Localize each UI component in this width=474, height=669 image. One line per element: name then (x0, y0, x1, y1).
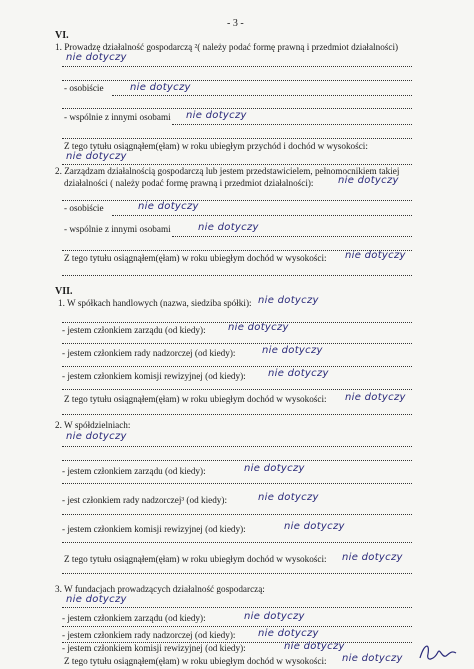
handwritten-answer: nie dotyczy (66, 52, 127, 63)
s7-item3-text: 3. W fundacjach prowadzących działalność gospodarczą: (55, 584, 265, 594)
handwritten-answer: nie dotyczy (284, 521, 345, 532)
handwritten-answer: nie dotyczy (262, 345, 323, 356)
handwritten-answer: nie dotyczy (268, 368, 329, 379)
dotted-line (62, 138, 412, 139)
s7-item2-text: 2. W spółdzielniach: (55, 420, 131, 430)
dotted-line (62, 80, 412, 81)
s6-income1-text: Z tego tytułu osiągnąłem(ęłam) w roku ubiegłym przychód i dochód w wysokości: (64, 141, 368, 151)
dotted-line (62, 343, 412, 344)
dotted-line (112, 95, 412, 96)
handwritten-answer: nie dotyczy (186, 110, 247, 121)
handwritten-answer: nie dotyczy (284, 641, 345, 652)
dotted-line (62, 573, 412, 574)
dotted-line (62, 366, 412, 367)
dotted-line (62, 514, 412, 515)
dotted-line (112, 215, 412, 216)
handwritten-answer: nie dotyczy (258, 492, 319, 503)
s7-rada2-label: - jest członkiem rady nadzorczej³ (od kiedy): (62, 495, 227, 505)
section-vii-heading: VII. (55, 286, 73, 297)
dotted-line (62, 164, 412, 165)
s6-osobiscie2-label: - osobiście (64, 203, 104, 213)
handwritten-answer: nie dotyczy (258, 295, 319, 306)
handwritten-answer: nie dotyczy (66, 431, 127, 442)
s7-zarzad-label: - jestem członkiem zarządu (od kiedy): (62, 325, 206, 335)
s7-zarzad3-label: - jestem członkiem zarządu (od kiedy): (62, 613, 206, 623)
s7-komisja-label: - jestem członkiem komisji rewizyjnej (od kiedy): (62, 371, 246, 381)
dotted-line (62, 626, 412, 627)
s7-income3-text: Z tego tytułu osiągnąłem(ęłam) w roku ubiegłym dochód w wysokości: (64, 656, 327, 666)
s6-item2-line2: działalności ( należy podać formę prawną i przedmiot działalności): (64, 178, 314, 188)
handwritten-answer: nie dotyczy (342, 653, 403, 664)
handwritten-answer: nie dotyczy (345, 392, 406, 403)
handwritten-answer: nie dotyczy (244, 611, 305, 622)
signature-mark (416, 640, 460, 666)
handwritten-answer: nie dotyczy (345, 250, 406, 261)
s6-wspolnie2-label: - wspólnie z innymi osobami (64, 224, 171, 234)
handwritten-answer: nie dotyczy (66, 594, 127, 605)
s7-zarzad2-label: - jestem członkiem zarządu (od kiedy): (62, 466, 206, 476)
s7-income2-text: Z tego tytułu osiągnąłem(ęłam) w roku ubiegłym dochód w wysokości: (64, 554, 327, 564)
s6-item2-line1: 2. Zarządzam działalnością gospodarczą lub jestem przedstawicielem, pełnomocnikiem takiej (55, 166, 400, 176)
handwritten-answer: nie dotyczy (130, 82, 191, 93)
handwritten-answer: nie dotyczy (338, 175, 399, 186)
s7-komisja3-label: - jestem członkiem komisji rewizyjnej (od kiedy): (62, 643, 246, 653)
page-number: - 3 - (227, 18, 244, 29)
dotted-line (172, 124, 412, 125)
dotted-line (62, 483, 412, 484)
dotted-line (62, 446, 412, 447)
dotted-line (62, 275, 412, 276)
s7-item1-text: 1. W spółkach handlowych (nazwa, siedziba spółki): (58, 298, 252, 308)
s6-income2-text: Z tego tytułu osiągnąłem(ęłam) w roku ubiegłym dochód w wysokości: (64, 253, 327, 263)
dotted-line (172, 236, 412, 237)
s7-rada3-label: - jestem członkiem rady nadzorczej (od kiedy): (62, 630, 236, 640)
s6-wspolnie-label: - wspólnie z innymi osobami (64, 112, 171, 122)
s6-item1-text: 1. Prowadzę działalność gospodarczą ²( należy podać formę prawną i przedmiot działalności) (55, 42, 399, 52)
s6-osobiscie-label: - osobiście (64, 83, 104, 93)
handwritten-answer: nie dotyczy (66, 151, 127, 162)
handwritten-answer: nie dotyczy (342, 552, 403, 563)
section-vi-heading: VI. (55, 30, 69, 41)
dotted-line (62, 542, 412, 543)
dotted-line (62, 414, 412, 415)
dotted-line (62, 607, 412, 608)
handwritten-answer: nie dotyczy (244, 463, 305, 474)
dotted-line (62, 66, 412, 67)
dotted-line (62, 389, 412, 390)
dotted-line (62, 200, 412, 201)
dotted-line (62, 108, 412, 109)
handwritten-answer: nie dotyczy (258, 628, 319, 639)
handwritten-answer: nie dotyczy (228, 322, 289, 333)
s7-komisja2-label: - jestem członkiem komisji rewizyjnej (od kiedy): (62, 524, 246, 534)
handwritten-answer: nie dotyczy (198, 222, 259, 233)
handwritten-answer: nie dotyczy (138, 201, 199, 212)
s7-income-text: Z tego tytułu osiągnąłem(ęłam) w roku ubiegłym dochód w wysokości: (64, 394, 327, 404)
s7-rada-label: - jestem członkiem rady nadzorczej (od kiedy): (62, 348, 236, 358)
dotted-line (62, 460, 412, 461)
